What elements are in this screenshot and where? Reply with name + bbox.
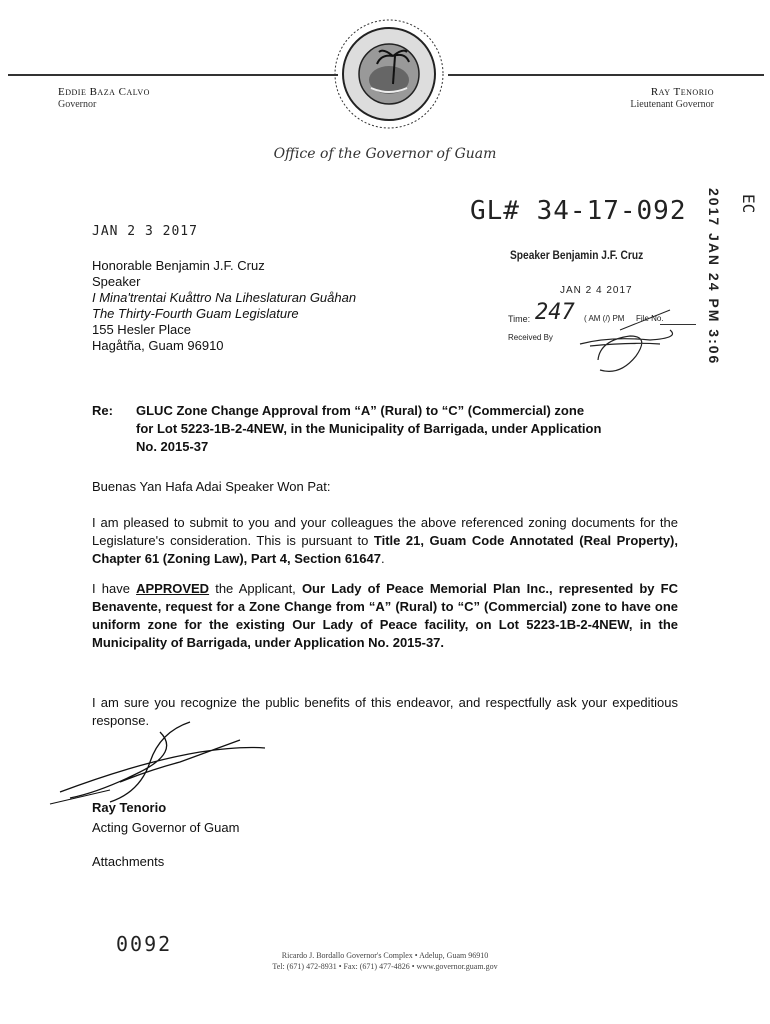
paragraph-3: I am sure you recognize the public benefits of this endeavor, and respectfully ask your expeditious response. [92, 695, 678, 728]
stamp-file-label: File No. [636, 314, 664, 323]
handwritten-scribble-icon [540, 300, 700, 380]
re-subject [136, 402, 696, 456]
paragraph-2 [92, 580, 678, 652]
stamp-speaker: Speaker Benjamin J.F. Cruz [510, 248, 644, 262]
footer-line-1: Ricardo J. Bordallo Governor's Complex • Adelup, Guam 96910 [281, 951, 489, 960]
signature-scribble-icon [40, 712, 280, 812]
header-rule-right [448, 74, 764, 76]
paragraph-1 [92, 514, 678, 568]
recipient-legislature-chamorro: I Mina'trentai Kuåttro Na Liheslaturan Guåhan [92, 290, 357, 305]
recipient-city: Hagåtña, Guam 96910 [92, 338, 224, 353]
re-line-2: for Lot 5223-1B-2-4NEW, in the Municipality of Barrigada, under Application [136, 421, 602, 436]
approved-word: APPROVED [136, 581, 210, 596]
lt-governor-title: Lieutenant Governor [630, 99, 714, 110]
re-line-1: GLUC Zone Change Approval from “A” (Rural) to “C” (Commercial) zone [136, 403, 585, 418]
governor-seal [333, 18, 445, 130]
paragraph-2-details: Our Lady of Peace Memorial Plan Inc., represented by FC Benavente, request for a Zone Change from “A” (Rural) to “C” (Commercial) zone to have one uniform zone for the existing Our Lady of Peace facility, on Lot 5223-1B-2-4NEW, in the Municipality of Barrigada, under Application No. 2015-37. [92, 581, 678, 650]
salutation: Buenas Yan Hafa Adai Speaker Won Pat: [92, 479, 331, 494]
recipient-address [92, 258, 356, 354]
signature-name: Ray Tenorio [92, 800, 167, 815]
paragraph-2-lead: I have [92, 581, 137, 596]
re-line-3: No. 2015-37 [136, 439, 209, 454]
stamp-time-value: 247 [535, 300, 575, 325]
re-label: Re: [92, 403, 113, 418]
stamp-time-label: Time: [508, 314, 531, 324]
vertical-timestamp: 2017 JAN 24 PM 3:06 [706, 188, 722, 366]
received-signature [540, 300, 700, 385]
governor-name: Eddie Baza Calvo [58, 86, 150, 98]
stamp-date: JAN 2 4 2017 [560, 285, 633, 296]
stamp-ampm: ( AM (/) PM [584, 314, 625, 323]
attachments-label: Attachments [92, 854, 165, 869]
footer-address [200, 950, 570, 972]
header-rule-left [8, 74, 338, 76]
recipient-title: Speaker [92, 274, 141, 289]
recipient-name: Honorable Benjamin J.F. Cruz [92, 258, 265, 273]
stamp-received-by: Received By [508, 333, 553, 342]
paragraph-2-mid: the Applicant, [209, 581, 302, 596]
paragraph-1-citation: Title 21, Guam Code Annotated (Real Property), Chapter 61 (Zoning Law), Part 4, Section 61647 [92, 533, 678, 566]
paragraph-1-end: . [380, 551, 385, 566]
governor-title: Governor [58, 99, 97, 110]
seal-icon [333, 18, 445, 130]
office-title: Office of the Governor of Guam [273, 146, 497, 162]
paragraph-1-text: I am pleased to submit to you and your colleagues the above referenced zoning documents for the Legislature's consideration. This is pursuant to [92, 515, 678, 548]
lt-governor-name: Ray Tenorio [650, 86, 714, 98]
recipient-street: 155 Hesler Place [92, 322, 191, 337]
signature-title: Acting Governor of Guam [92, 820, 240, 835]
letter-date: JAN 2 3 2017 [92, 224, 198, 239]
stamp-initials: EC [739, 194, 758, 214]
footer-line-2: Tel: (671) 472-8931 • Fax: (671) 477-4826 • www.governor.guam.gov [272, 962, 498, 971]
page-code: 0092 [116, 932, 173, 956]
recipient-legislature: The Thirty-Fourth Guam Legislature [92, 306, 299, 321]
gl-number: GL# 34-17-092 [470, 196, 687, 226]
